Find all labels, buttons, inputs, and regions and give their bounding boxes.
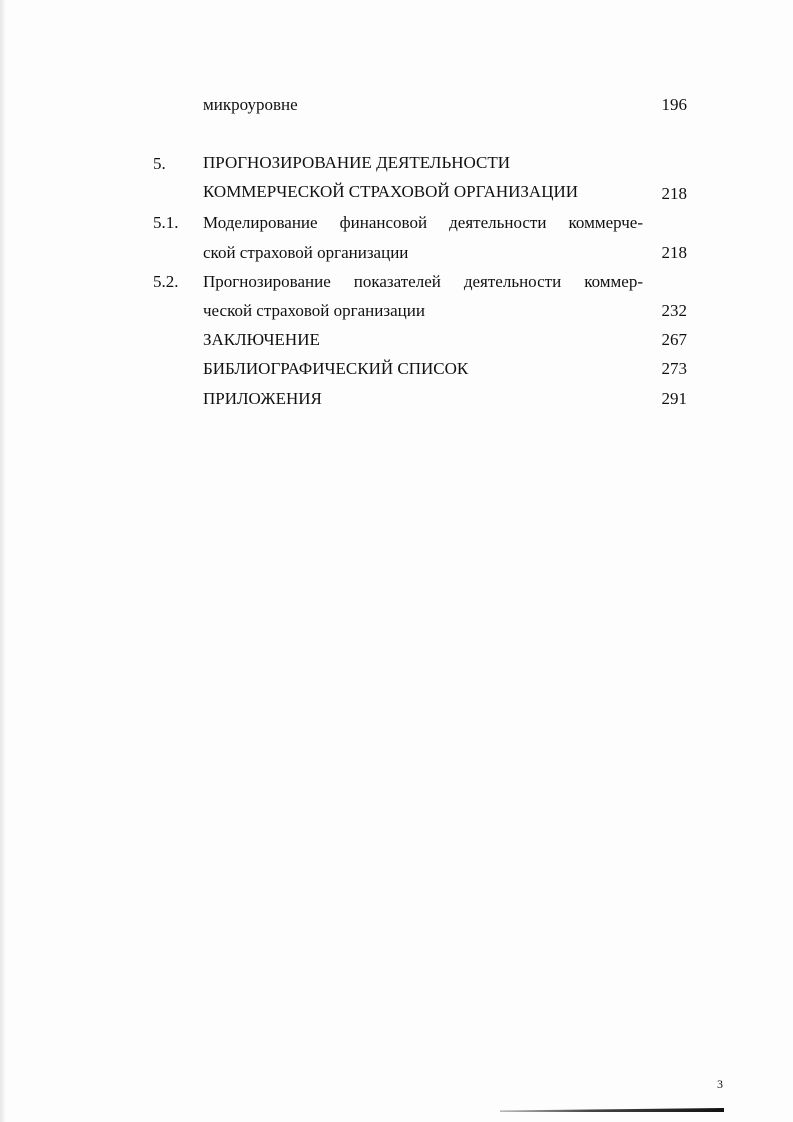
toc-entry-title: Моделирование финансовой деятельности коммерче- — [203, 213, 643, 232]
toc-entry-page: 196 — [661, 95, 687, 114]
toc-entry-page: 267 — [661, 330, 687, 349]
toc-entry-number: 5.2. — [153, 272, 179, 291]
page-number: 3 — [717, 1077, 723, 1091]
toc-entry-title: БИБЛИОГРАФИЧЕСКИЙ СПИСОК — [203, 359, 469, 378]
toc-entry-title: микроуровне — [203, 95, 298, 114]
scan-artifact-line — [500, 1108, 724, 1112]
toc-entry-title: ПРОГНОЗИРОВАНИЕ ДЕЯТЕЛЬНОСТИ — [203, 153, 510, 172]
toc-entry-title: Прогнозирование показателей деятельности коммер- — [203, 272, 643, 291]
toc-entry-title: ЗАКЛЮЧЕНИЕ — [203, 330, 320, 349]
toc-entry-page: 232 — [661, 301, 687, 320]
toc-entry-title-continued: КОММЕРЧЕСКОЙ СТРАХОВОЙ ОРГАНИЗАЦИИ — [203, 182, 579, 201]
toc-entry-title-continued: ческой страховой организации — [203, 301, 425, 320]
toc-entry-title: ПРИЛОЖЕНИЯ — [203, 389, 322, 408]
scan-edge-shadow — [0, 0, 6, 1122]
toc-entry-page: 291 — [661, 389, 687, 408]
toc-entry-number: 5. — [153, 154, 166, 173]
toc-entry-page: 218 — [661, 184, 687, 203]
toc-entry-page: 218 — [661, 243, 687, 262]
toc-entry-title-continued: ской страховой организации — [203, 243, 409, 262]
toc-entry-number: 5.1. — [153, 213, 179, 232]
toc-entry-page: 273 — [661, 359, 687, 378]
